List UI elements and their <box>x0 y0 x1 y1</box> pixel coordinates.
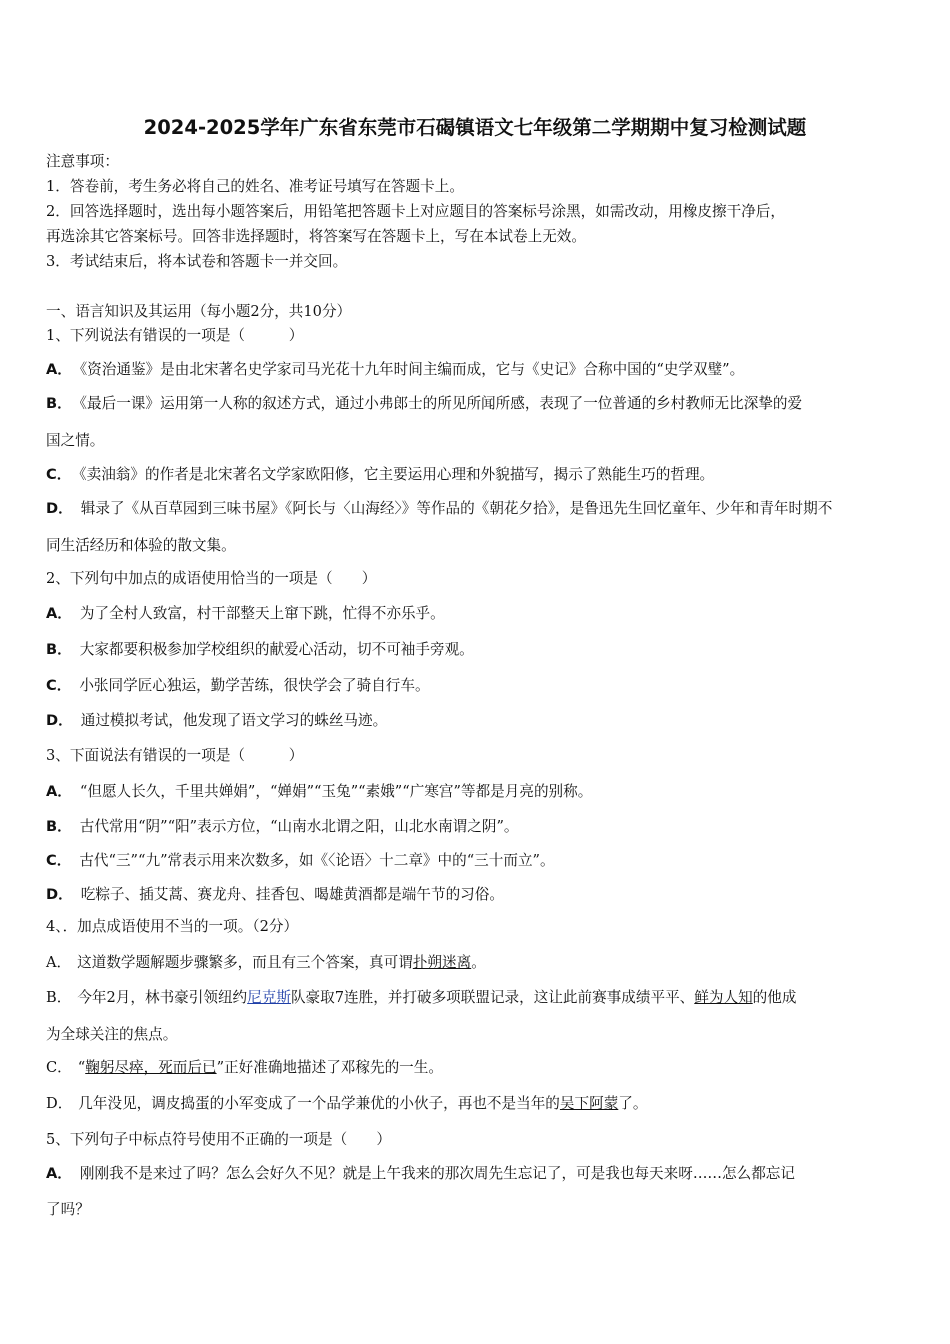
notice-item-3: 3．考试结束后，将本试卷和答题卡一并交回。 <box>46 253 348 270</box>
option-text: 这道数学题解题步骤繁多，而且有三个答案，真可谓 <box>77 954 413 971</box>
option-text: 辑录了《从百草园到三味书屋》《阿长与〈山海经〉》等作品的《朝花夕拾》，是鲁迅先生回忆童年、少年和青年时期不 <box>80 500 833 517</box>
q2-option-d <box>46 711 910 731</box>
q1-option-c <box>46 465 910 485</box>
q5-stem: 5、下列句子中标点符号使用不正确的一项是（ ） <box>46 1131 391 1148</box>
option-text: 古代常用“阴”“阳”表示方位，“山南水北谓之阳，山北水南谓之阴”。 <box>79 818 519 835</box>
section-heading: 一、语言知识及其运用（每小题2分，共10分） <box>46 303 352 320</box>
q4-option-b <box>46 988 910 1008</box>
notice-item-2: 2．回答选择题时，选出每小题答案后，用铅笔把答题卡上对应题目的答案标号涂黑，如需改动，用橡皮擦干净后， <box>46 203 785 220</box>
dotted-idiom: 吴下阿蒙 <box>559 1095 619 1112</box>
notice-heading: 注意事项： <box>46 153 119 170</box>
option-text: 《最后一课》运用第一人称的叙述方式，通过小弗郎士的所见所闻所感，表现了一位普通的乡村教师无比深挚的爱 <box>79 395 803 412</box>
q1-option-b <box>46 394 910 414</box>
notice-item-1: 1．答卷前，考生务必将自己的姓名、准考证号填写在答题卡上。 <box>46 178 464 195</box>
q4-stem: 4、．加点成语使用不当的一项。（2分） <box>46 918 299 935</box>
q1-option-a <box>46 360 910 380</box>
option-letter: A． <box>46 361 72 378</box>
option-text: 小张同学匠心独运，勤学苦练，很快学会了骑自行车。 <box>79 677 430 694</box>
option-text-end: 。 <box>471 954 486 971</box>
knicks-link[interactable]: 尼克斯 <box>247 989 291 1006</box>
option-letter: B． <box>46 395 72 412</box>
q1-stem: 1、下列说法有错误的一项是（ ） <box>46 327 304 344</box>
option-letter: C． <box>46 466 72 483</box>
option-letter: D． <box>46 886 73 903</box>
dotted-idiom: 扑朔迷离 <box>412 954 472 971</box>
page-title: 2024-2025学年广东省东莞市石碣镇语文七年级第二学期期中复习检测试题 <box>143 116 807 139</box>
option-letter: A． <box>46 605 72 622</box>
option-letter: B． <box>46 818 72 835</box>
option-text: 今年2月，林书豪引领纽约 <box>77 989 248 1006</box>
q3-stem: 3、下面说法有错误的一项是（ ） <box>46 747 304 764</box>
option-letter: A． <box>46 783 72 800</box>
q3-option-b <box>46 817 910 837</box>
option-text: 《卖油翁》的作者是北宋著名文学家欧阳修，它主要运用心理和外貌描写，揭示了熟能生巧的哲理。 <box>79 466 715 483</box>
option-text: 通过模拟考试，他发现了语文学习的蛛丝马迹。 <box>80 712 388 729</box>
q2-option-b <box>46 640 910 660</box>
option-letter: A． <box>46 1165 72 1182</box>
q1-option-d-cont: 同生活经历和体验的散文集。 <box>46 537 236 554</box>
q4-option-a <box>46 953 910 973</box>
option-text-end: 的他成 <box>752 989 797 1006</box>
q2-option-a <box>46 604 910 624</box>
option-letter: C． <box>46 677 72 694</box>
q2-option-c <box>46 676 910 696</box>
option-text: 刚刚我不是来过了吗？怎么会好久不见？就是上午我来的那次周先生忘记了，可是我也每天来呀……怎么都忘记 <box>79 1165 795 1182</box>
q4-option-c <box>46 1058 910 1078</box>
option-text: 为了全村人致富，村干部整天上窜下跳，忙得不亦乐乎。 <box>79 605 445 622</box>
q4-option-b-cont: 为全球关注的焦点。 <box>46 1026 178 1043</box>
option-letter: D． <box>46 500 73 517</box>
option-letter: B． <box>46 989 72 1006</box>
option-letter: A． <box>46 954 72 971</box>
q1-option-d <box>46 499 910 519</box>
option-letter: C． <box>46 1059 72 1076</box>
option-text-end: 了。 <box>618 1095 648 1112</box>
q1-option-b-cont: 国之情。 <box>46 432 105 449</box>
option-text: “但愿人长久，千里共婵娟”，“婵娟”“玉兔”“素娥”“广寒宫”等都是月亮的别称。 <box>79 783 593 800</box>
q5-option-a <box>46 1164 910 1184</box>
q4-option-d <box>46 1094 910 1114</box>
q3-option-c <box>46 851 910 871</box>
notice-item-2-cont: 再选涂其它答案标号。回答非选择题时，将答案写在答题卡上，写在本试卷上无效。 <box>46 228 586 245</box>
option-letter: C． <box>46 852 72 869</box>
option-letter: B． <box>46 641 72 658</box>
q2-stem: 2、下列句中加点的成语使用恰当的一项是（ ） <box>46 570 377 587</box>
dotted-idiom: 鞠躬尽瘁，死而后已 <box>85 1059 217 1076</box>
q3-option-d <box>46 885 910 905</box>
option-text: 《资治通鉴》是由北宋著名史学家司马光花十九年时间主编而成，它与《史记》合称中国的“史学双璧”。 <box>79 361 745 378</box>
option-text: 大家都要积极参加学校组织的献爱心活动，切不可袖手旁观。 <box>79 641 474 658</box>
q5-option-a-cont: 了吗？ <box>46 1201 90 1218</box>
option-text: “ <box>77 1059 86 1076</box>
q3-option-a <box>46 782 910 802</box>
dotted-idiom: 鲜为人知 <box>694 989 753 1006</box>
option-text: 古代“三”“九”常表示用来次数多，如《〈论语〉十二章》中的“三十而立”。 <box>79 852 555 869</box>
option-letter: D． <box>46 712 73 729</box>
option-text: 吃粽子、插艾蒿、赛龙舟、挂香包、喝雄黄酒都是端午节的习俗。 <box>80 886 504 903</box>
option-text-mid: 队豪取7连胜，并打破多项联盟记录，这让此前赛事成绩平平、 <box>290 989 695 1006</box>
option-text-end: ”正好准确地描述了邓稼先的一生。 <box>216 1059 443 1076</box>
option-letter: D． <box>46 1095 73 1112</box>
option-text: 几年没见，调皮捣蛋的小军变成了一个品学兼优的小伙子，再也不是当年的 <box>78 1095 560 1112</box>
